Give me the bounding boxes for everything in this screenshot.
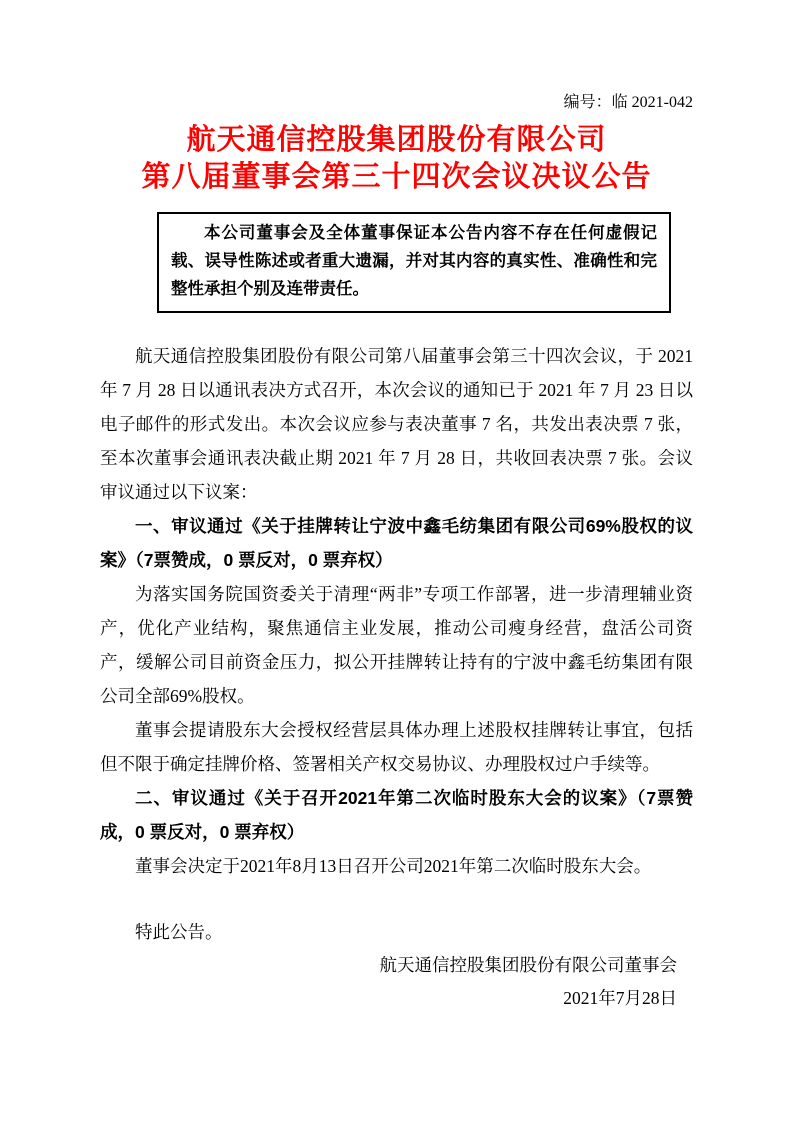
item2-paragraph-1: 董事会决定于2021年8月13日召开公司2021年第二次临时股东大会。 — [135, 856, 652, 876]
intro-paragraph: 航天通信控股集团股份有限公司第八届董事会第三十四次会议，于 2021 年 7 月 28 日以通讯表决方式召开，本次会议的通知已于 2021 年 7 月 23 日以电子邮件的形式发出。本次会议应参与表决董事 7 名，共发出表决票 7 张，至本次董事会通讯表决截止期 2021 年 7 月 28 日，共收回表决票 7 张。会议审议通过以下议案： — [100, 346, 693, 502]
signature-line: 航天通信控股集团股份有限公司董事会 — [379, 955, 677, 975]
item1-paragraph-1: 为落实国务院国资委关于清理“两非”专项工作部署，进一步清理辅业资产，优化产业结构，聚焦通信主业发展，推动公司瘦身经营，盘活公司资产，缓解公司目前资金压力，拟公开挂牌转让持有的宁波中鑫毛纺集团有限公司全部69%股权。 — [100, 584, 693, 706]
closing-statement: 特此公告。 — [135, 922, 223, 942]
document-body — [100, 339, 693, 1015]
doc-title-line1: 航天通信控股集团股份有限公司 — [186, 124, 607, 156]
item1-heading: 一、审议通过《关于挂牌转让宁波中鑫毛纺集团有限公司69%股权的议案》（7票赞成，0 票反对，0 票弃权） — [100, 516, 693, 570]
doc-number: 编号：临 2021-042 — [563, 94, 693, 111]
item1-paragraph-2: 董事会提请股东大会授权经营层具体办理上述股权挂牌转让事宜，包括但不限于确定挂牌价格、签署相关产权交易协议、办理股权过户手续等。 — [100, 720, 693, 774]
signature-date: 2021年7月28日 — [563, 988, 677, 1008]
doc-title-line2: 第八届董事会第三十四次会议决议公告 — [141, 161, 652, 193]
item2-heading: 二、审议通过《关于召开2021年第二次临时股东大会的议案》（7票赞成，0 票反对，0 票弃权） — [100, 788, 693, 842]
disclaimer-box: 本公司董事会及全体董事保证本公告内容不存在任何虚假记载、误导性陈述或者重大遗漏，并对其内容的真实性、准确性和完整性承担个别及连带责任。 — [157, 212, 671, 313]
